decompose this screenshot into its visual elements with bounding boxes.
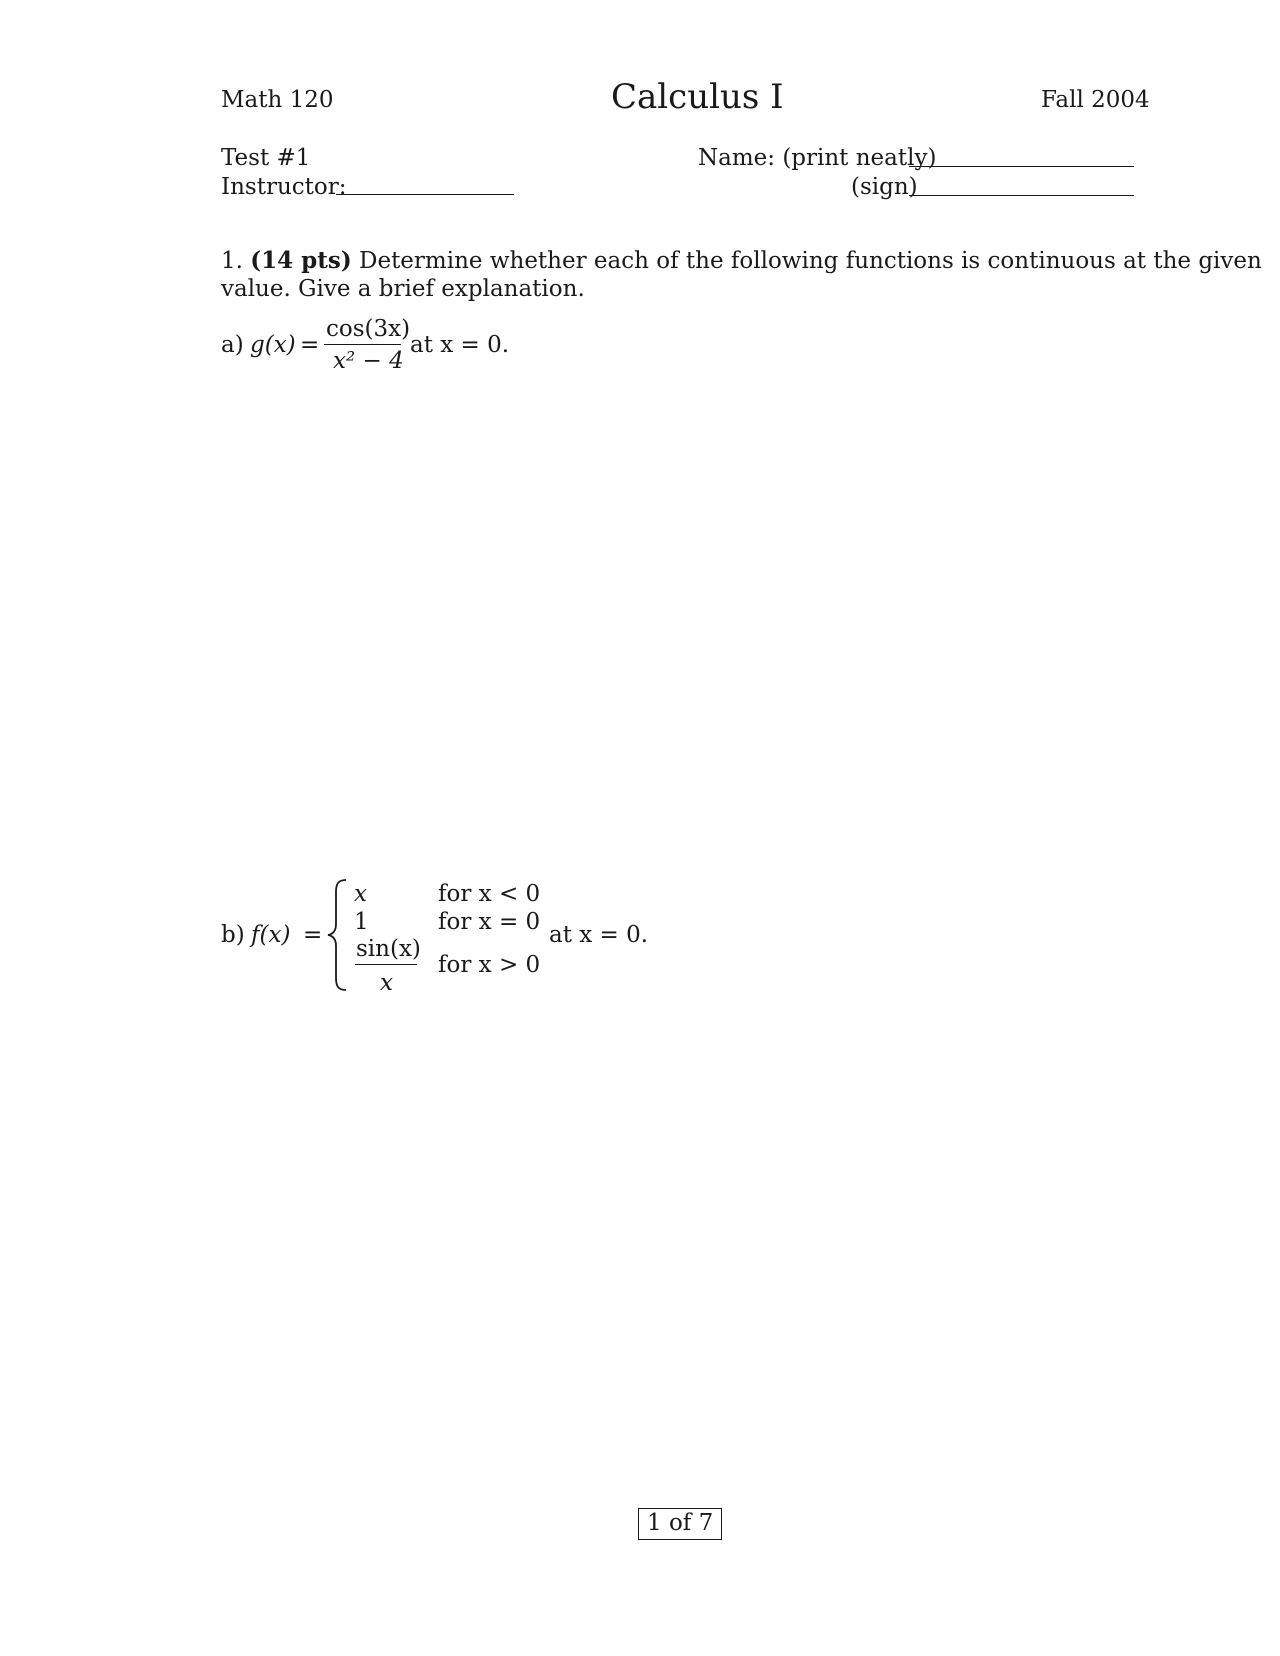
part-b-label: b) — [221, 922, 245, 948]
course-number: Math 120 — [221, 87, 334, 113]
sign-label: (sign) — [851, 174, 918, 200]
question-prompt-line-2: value. Give a brief explanation. — [221, 276, 585, 302]
question-points: (14 pts) — [250, 247, 352, 274]
question-1-prompt — [221, 247, 1262, 274]
case-3-denominator: x — [380, 970, 393, 996]
part-a-denominator: x² − 4 — [333, 348, 404, 374]
case-2-expr: 1 — [354, 909, 369, 935]
case-3-condition: for x > 0 — [438, 952, 541, 978]
part-a-condition: at x = 0. — [410, 332, 510, 358]
case-3-numerator: sin(x) — [356, 936, 421, 962]
part-b-equals: = — [303, 922, 323, 948]
case-3-fraction-bar — [355, 964, 417, 965]
test-label: Test #1 — [221, 145, 311, 171]
part-a-label: a) — [221, 332, 244, 358]
case-1-condition: for x < 0 — [438, 881, 541, 907]
name-blank-line[interactable] — [909, 166, 1134, 167]
sign-blank-line[interactable] — [909, 195, 1134, 196]
term: Fall 2004 — [1041, 87, 1150, 113]
instructor-label: Instructor: — [221, 174, 347, 200]
case-1-expr: x — [354, 881, 367, 907]
name-label: Name: (print neatly) — [698, 145, 937, 171]
part-b-lhs: f(x) — [251, 922, 291, 948]
part-a-lhs: g(x) — [250, 332, 296, 358]
part-a-equals: = — [300, 332, 320, 358]
part-a-fraction-bar — [324, 344, 401, 345]
question-prompt-line-1: Determine whether each of the following functions is continuous at the given — [359, 248, 1262, 274]
page-title: Calculus I — [611, 77, 784, 117]
instructor-blank-line[interactable] — [336, 194, 514, 195]
page-number: 1 of 7 — [638, 1508, 722, 1540]
question-number: 1. — [221, 248, 243, 274]
case-2-condition: for x = 0 — [438, 909, 541, 935]
left-brace-icon — [326, 878, 352, 992]
part-a-numerator: cos(3x) — [326, 316, 411, 342]
part-b-condition: at x = 0. — [549, 922, 649, 948]
